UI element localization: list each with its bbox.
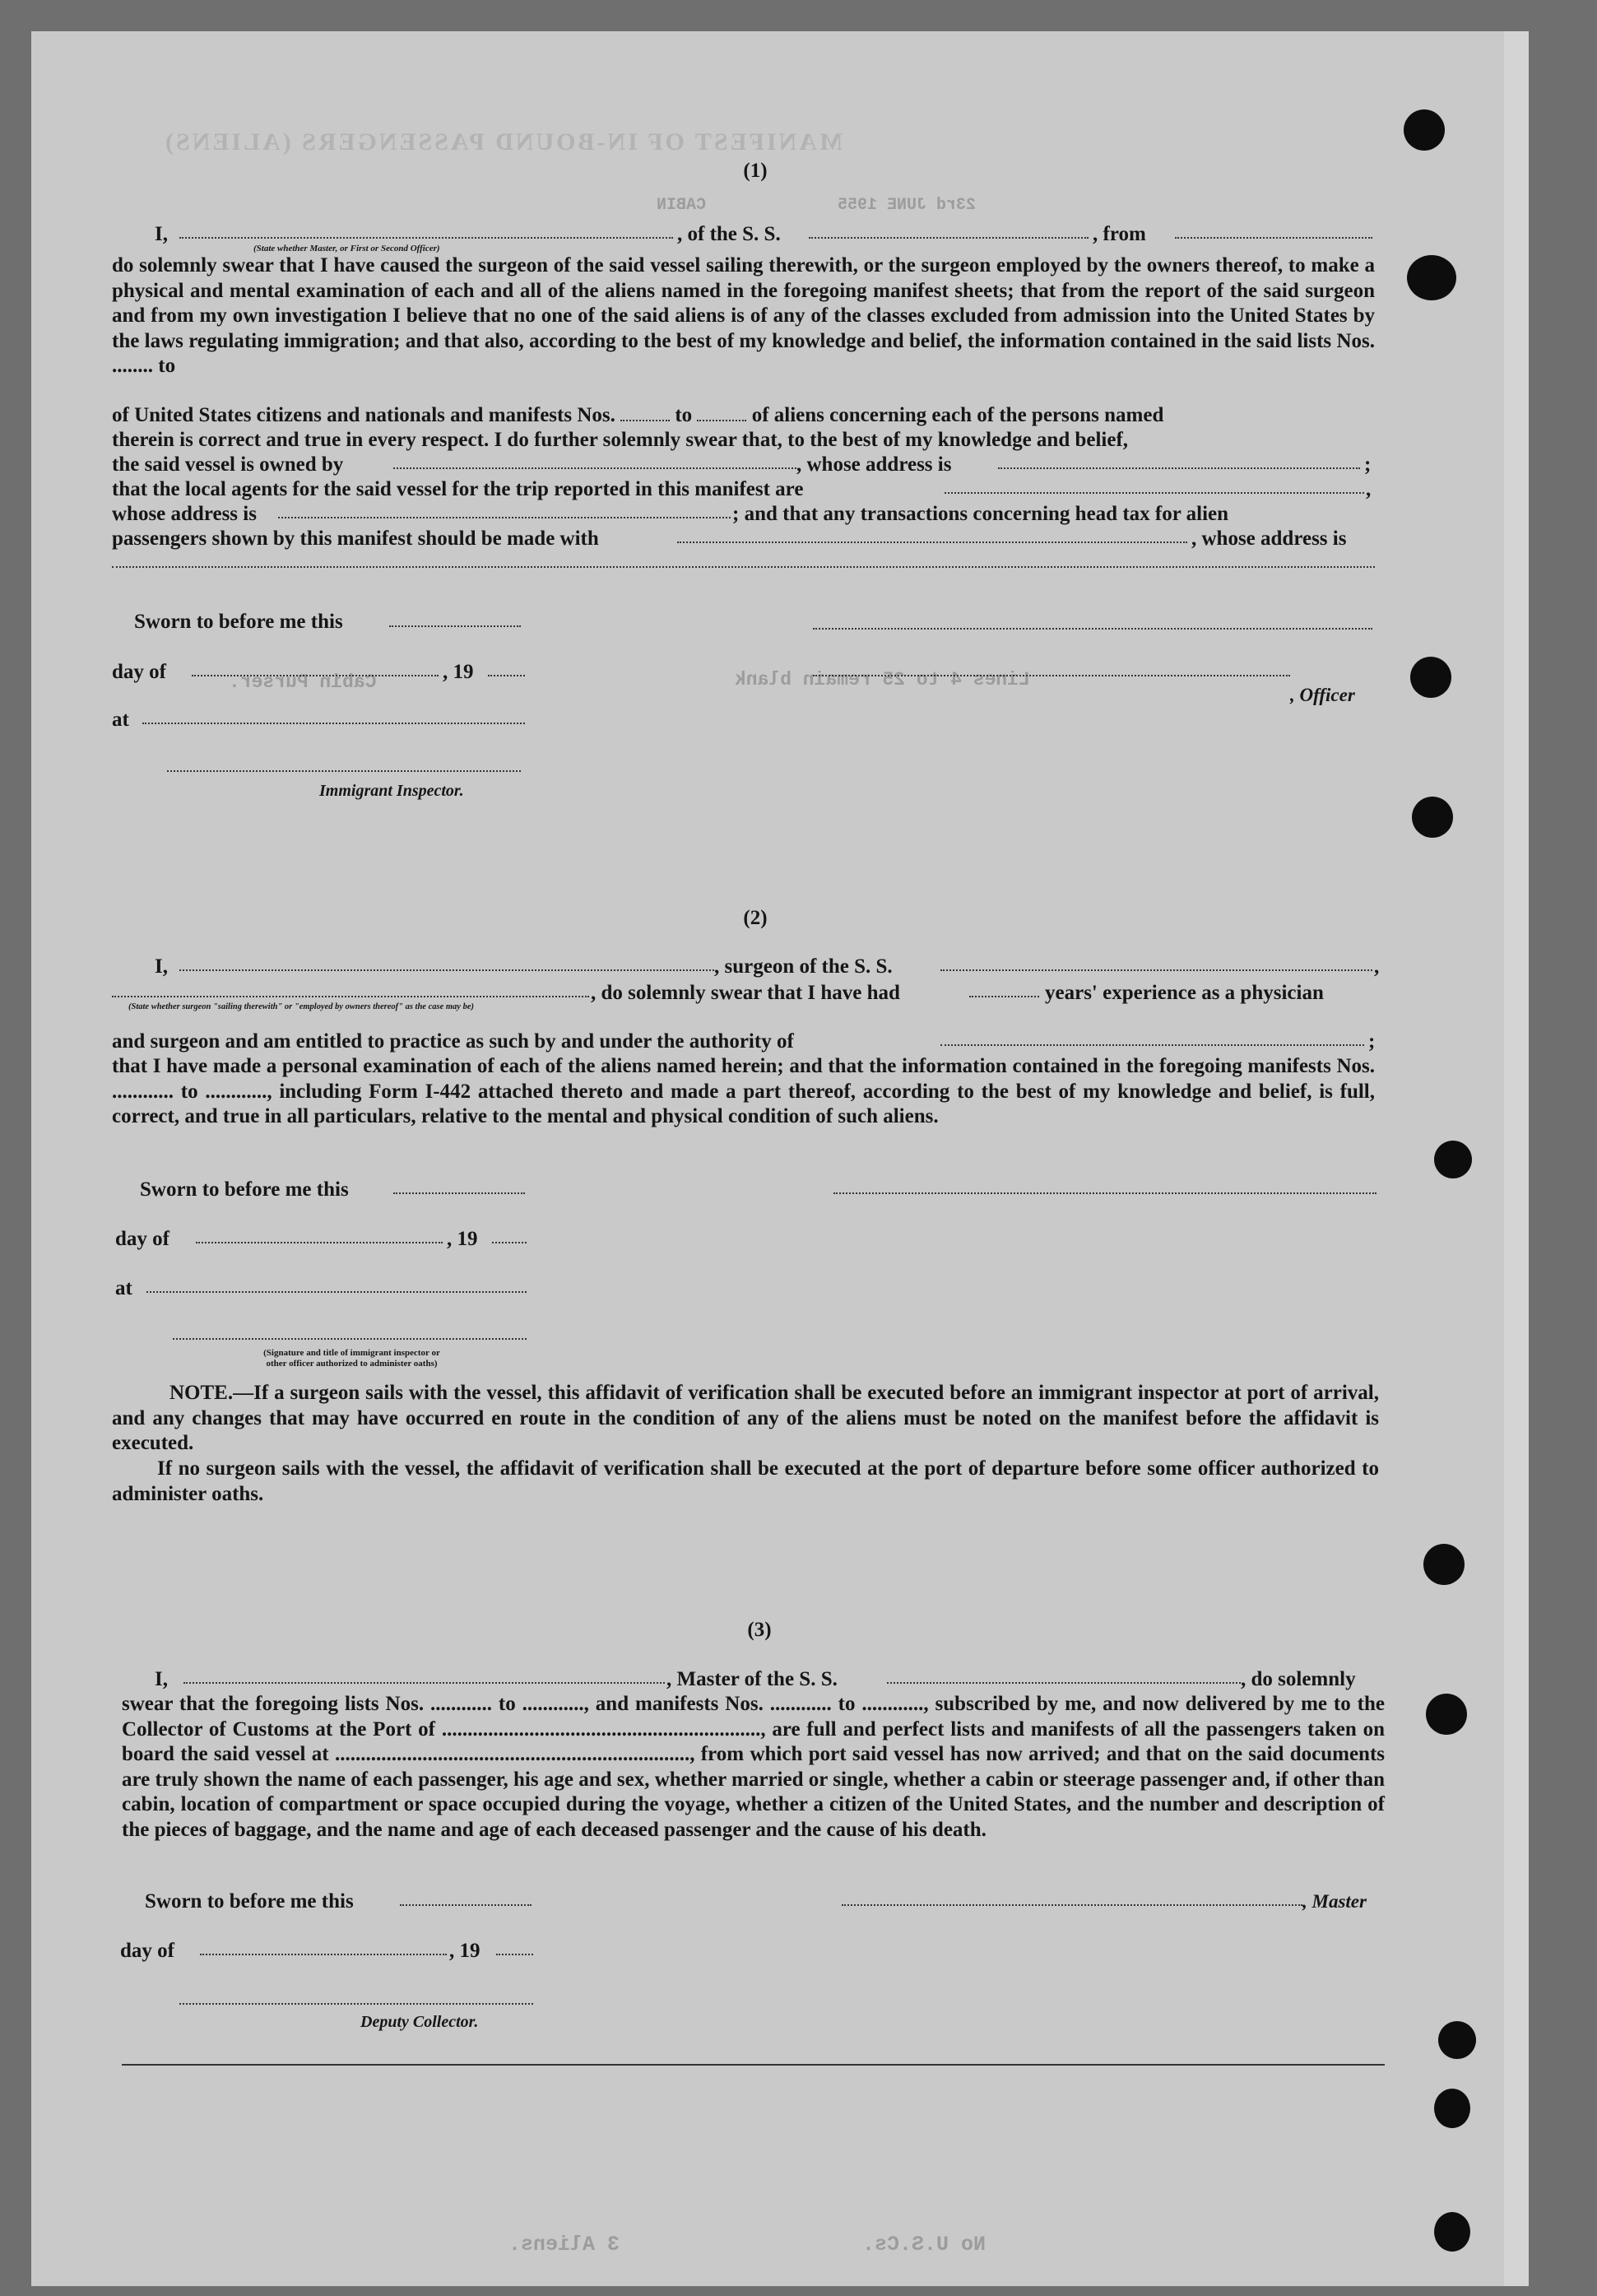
s2-surgeon-status-line [112,996,589,997]
punch-hole [1412,797,1453,838]
s3-day-of: day of [120,1940,174,1962]
punch-hole [1407,255,1456,300]
punch-hole [1434,2089,1470,2128]
bottom-rule [122,2064,1385,2066]
s2-surgeon-caption: (State whether surgeon "sailing therewith" or "employed by owners thereof" as the case may be) [128,1002,474,1011]
s1-line-e-1: whose address is [112,503,257,525]
s2-at: at [115,1277,132,1299]
s3-sworn-line [400,1904,532,1906]
s2-at-line [146,1291,527,1293]
bleed-date: 23rd JUNE 1955 [838,196,977,215]
punch-hole [1434,2212,1470,2252]
s1-at: at [112,709,129,731]
s1-from: , from [1093,223,1146,245]
s2-line1-end: , [1374,955,1380,978]
s1-year-line [488,675,525,676]
s2-year-line [492,1242,527,1243]
s1-of-ss: , of the S. S. [677,223,781,245]
s2-line2: , do solemnly swear that I have had [591,982,900,1004]
s2-day-of: day of [115,1228,169,1250]
s1-line-d: that the local agents for the said vessel for the trip reported in this manifest are [112,478,804,500]
s2-line3-end: ; [1368,1030,1376,1053]
punch-hole [1434,1141,1472,1178]
bleed-lines-blank: Lines 4 to 25 remain blank [735,669,1030,690]
bleed-aliens: 3 Aliens. [508,2233,620,2256]
s1-line-d-end: , [1366,478,1372,500]
s1-year-prefix: , 19 [443,661,474,683]
s2-note-1: NOTE.—If a surgeon sails with the vessel, this affidavit of verification shall be executed before an immigrant inspector at port of arrival, and any changes that may have occurred en route in the condition of any of the aliens must be noted on the manifest before the affidavit is executed. [112,1382,1379,1454]
s3-master-of-ss: , Master of the S. S. [666,1668,838,1690]
section-2-number: (2) [743,907,768,929]
bleed-no-us: No U.S.Cs. [862,2233,987,2256]
s1-sworn: Sworn to before me this [134,611,343,633]
s1-officer-top-line [813,628,1372,630]
punch-hole [1404,109,1445,151]
s1-line-c-end: ; [1364,453,1372,476]
s3-day-line [200,1954,447,1955]
s1-paragraph: do solemnly swear that I have caused the surgeon of the said vessel sailing therewith, or the surgeon employed by the owners thereof, to make a physical and mental examination of each and all of the aliens named in the foregoing manifest sheets; that from the report of the said surgeon and from my own investigation I believe that no one of the said aliens is of any of the classes excluded from admission into the United States by the laws regulating immigration; and that also, according to the best of my knowledge and belief, the information contained in the said lists Nos. ........ to [112,254,1375,377]
s2-sig-caption-2: other officer authorized to administer oaths) [266,1359,438,1369]
s1-at-line [142,723,525,724]
bleed-title: MANIFEST OF IN-BOUND PASSENGERS (ALIENS) [163,128,843,156]
s1-line-a-1: of United States citizens and nationals and manifests Nos. [112,404,615,426]
s3-ship-line [887,1682,1241,1684]
s2-i: I, [155,955,168,978]
s1-day-line [192,675,439,676]
s1-ship-line [809,237,1089,239]
bleed-cabin: CABIN [657,196,707,215]
s1-from-line [1175,237,1372,239]
s1-sworn-line [389,625,521,627]
s2-authority-line [940,1044,1364,1046]
s2-note-2: If no surgeon sails with the vessel, the affidavit of verification shall be executed at the port of departure before some officer authorized to administer oaths. [112,1457,1379,1505]
s1-line-a-to: to [675,404,693,426]
punch-hole [1423,1544,1465,1585]
s1-day-of: day of [112,661,166,683]
punch-hole [1438,2021,1476,2059]
s1-line-f-1: passengers shown by this manifest should be made with [112,528,599,550]
s1-master-caption: (State whether Master, or First or Second Officer) [253,244,440,253]
section-1-number: (1) [743,160,768,182]
s2-surgeon-of-ss: , surgeon of the S. S. [714,955,893,978]
s2-paragraph: that I have made a personal examination of each of the aliens named herein; and that the information contained in the foregoing manifests Nos. ............ to ............, including Form I-442 attached thereto and made a part thereof, according to the best of my knowledge and belief, is full, correct, and true in all particulars, relative to the mental and physical condition of such aliens. [112,1055,1375,1127]
s1-line-c-2: , whose address is [796,453,952,476]
s2-day-line [196,1242,443,1243]
punch-hole [1426,1694,1467,1735]
s1-inspector-label: Immigrant Inspector. [319,782,464,800]
s2-line3: and surgeon and am entitled to practice as such by and under the authority of [112,1030,794,1053]
page-edge [1504,31,1529,2286]
s1-line-a-2: of aliens concerning each of the persons named [751,404,1164,426]
s1-agents-line [945,492,1364,494]
s3-master-name-line [183,1682,665,1684]
s1-owner-line [393,467,796,469]
s3-sworn: Sworn to before me this [145,1890,354,1913]
s1-line-a [112,403,1163,428]
s3-year-prefix: , 19 [449,1940,480,1962]
s3-collector-signature-line [179,2003,533,2005]
s1-line-f-2: , whose address is [1191,528,1347,550]
s2-ship-line [940,969,1372,971]
section-3-number: (3) [747,1619,772,1641]
manifest-back-page [31,31,1504,2286]
s2-surgeon-name-line [179,969,714,971]
s2-line2-b: years' experience as a physician [1045,982,1324,1004]
bleed-cabin-purser: Cabin Purser. [229,672,377,693]
s2-inspector-signature-line [173,1338,527,1340]
punch-hole [1410,657,1451,698]
s2-year-prefix: , 19 [447,1228,478,1250]
s3-year-line [496,1954,533,1955]
s2-years-line [969,996,1039,997]
s1-headtax-address-line [112,566,1375,568]
s1-line-e-2: ; and that any transactions concerning head tax for alien [732,503,1229,525]
s1-officer-label: , Officer [1290,685,1355,705]
s1-i: I, [155,223,168,245]
s1-line-b: therein is correct and true in every respect. I do further solemnly swear that, to the best of my knowledge and belief, [112,429,1129,451]
s3-master-label: , Master [1302,1891,1367,1912]
s1-owner-address-line [998,467,1360,469]
s3-i: I, [155,1668,168,1690]
s3-master-signature-line [842,1904,1302,1906]
s2-sig-caption-1: (Signature and title of immigrant inspector or [263,1348,440,1358]
s3-deputy-label: Deputy Collector. [360,2013,479,2031]
s2-sworn: Sworn to before me this [140,1178,349,1201]
s3-paragraph: swear that the foregoing lists Nos. ............ to ............, and manifests Nos. ............ to ............, subscribed by me, and now delivered by me to the Collector of Customs at the Port of .............................................................., are full and perfect lists and manifests of all the passengers taken on board the said vessel at ....................................................................., from which port said vessel has now arrived; and that on the said documents are truly shown the name of each passenger, his age and sex, whether married or single, whether a cabin or steerage passenger and, if other than cabin, location of compartment or space occupied during the voyage, whether a citizen of the United States, and the number and description of the pieces of baggage, and the name and age of each deceased passenger and the cause of his death. [122,1693,1385,1841]
s1-line-c-1: the said vessel is owned by [112,453,344,476]
s1-officer-line [813,675,1290,676]
s1-headtax-line [677,541,1187,543]
s2-surgeon-signature-line [833,1192,1376,1194]
s1-master-name-line [179,237,673,239]
s2-sworn-line [393,1192,525,1194]
s1-agents-address-line [278,517,731,518]
s3-line1-end: , do solemnly [1241,1668,1356,1690]
s1-inspector-signature-line [167,770,521,772]
